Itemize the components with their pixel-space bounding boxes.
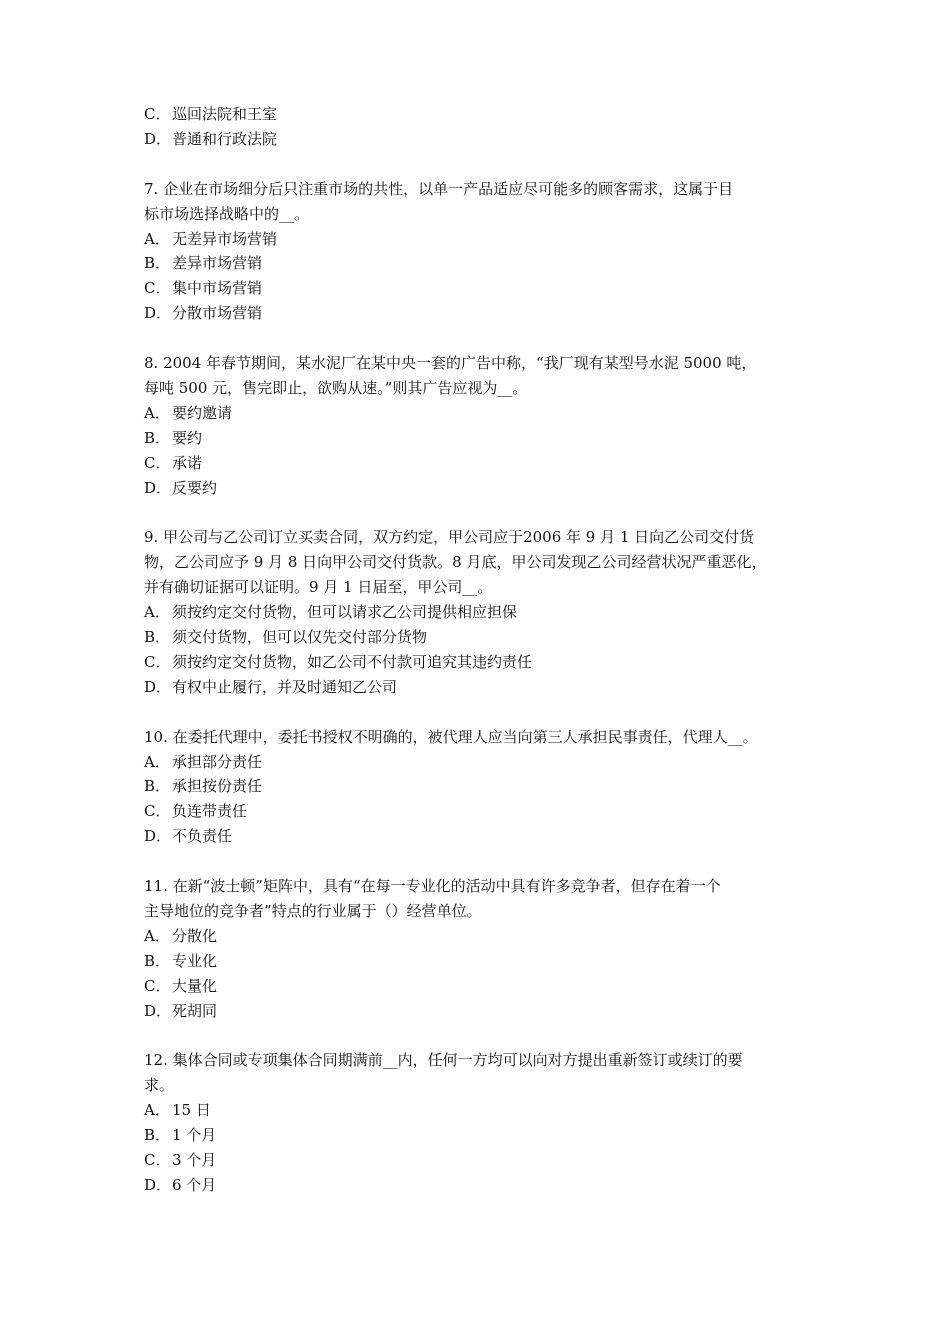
option-text: 要约: [172, 428, 203, 447]
option-c: [144, 799, 824, 824]
option-d: [144, 824, 824, 849]
option-text: 须交付货物，但可以仅先交付部分货物: [172, 627, 428, 646]
option-text: 承担按份责任: [172, 777, 263, 796]
option-text: 3 个月: [172, 1150, 217, 1169]
question-10: [144, 725, 824, 850]
option-text: 专业化: [172, 951, 218, 970]
option-a: [144, 227, 824, 252]
option-text: 分散化: [172, 926, 218, 945]
option-text: 6 个月: [172, 1175, 217, 1194]
option-letter: A．: [144, 1101, 170, 1120]
option-text: 要约邀请: [172, 403, 233, 422]
question-7: [144, 177, 824, 326]
option-letter: C．: [144, 1150, 171, 1169]
option-text: 须按约定交付货物，如乙公司不付款可追究其违约责任: [172, 652, 533, 671]
spacer: [144, 700, 824, 725]
option-letter: D．: [144, 1175, 172, 1194]
spacer: [144, 500, 824, 525]
question-text-line: 物，乙公司应予 9 月 8 日向甲公司交付货款。8 月底，甲公司发现乙公司经营状况严重恶化，: [144, 553, 767, 572]
question-11: [144, 874, 824, 1023]
option-text: 须按约定交付货物，但可以请求乙公司提供相应担保: [172, 603, 518, 622]
option-letter: C．: [144, 453, 171, 472]
option-letter: D．: [144, 677, 172, 696]
spacer: [144, 849, 824, 874]
question-text-line: 7. 企业在市场细分后只注重市场的共性，以单一产品适应尽可能多的顾客需求，这属于目: [144, 179, 734, 198]
option-a: [144, 600, 824, 625]
question-text-line: 8. 2004 年春节期间，某水泥厂在某中央一套的广告中称，“我厂现有某型号水泥 5000 吨，: [144, 354, 757, 373]
option-letter: B．: [144, 951, 171, 970]
option-letter: A．: [144, 926, 170, 945]
option-letter: B．: [144, 428, 171, 447]
option-letter: A．: [144, 229, 170, 248]
option-letter: B．: [144, 777, 171, 796]
option-text: 死胡同: [172, 1001, 218, 1020]
option-c: [144, 650, 824, 675]
option-c: [144, 1148, 824, 1173]
option-letter: C．: [144, 652, 171, 671]
question-8: [144, 351, 824, 500]
option-text: 承诺: [172, 453, 203, 472]
option-d: [144, 1173, 824, 1198]
option-text: 不负责任: [172, 827, 233, 846]
option-letter: C．: [144, 279, 171, 298]
question-text-line: 标市场选择战略中的__。: [144, 204, 310, 223]
question-text-line: 11. 在新“波士顿”矩阵中，具有“在每一专业化的活动中具有许多竞争者，但存在着一个: [144, 877, 721, 896]
option-letter: C．: [144, 802, 171, 821]
question-text-line: 主导地位的竞争者”特点的行业属于（）经营单位。: [144, 901, 482, 920]
option-d: [144, 999, 824, 1024]
spacer: [144, 326, 824, 351]
option-c: [144, 974, 824, 999]
option-letter: C．: [144, 105, 171, 123]
option-a: [144, 1098, 824, 1123]
option-text: 大量化: [172, 976, 218, 995]
option-letter: D．: [144, 1001, 172, 1020]
option-letter: D．: [144, 478, 172, 497]
option-d: [144, 675, 824, 700]
option-b: [144, 625, 824, 650]
option-letter: B．: [144, 627, 171, 646]
option-text: 负连带责任: [172, 802, 248, 821]
option-d: [144, 476, 824, 501]
option-text: 有权中止履行，并及时通知乙公司: [172, 677, 398, 696]
question-text-line: 9. 甲公司与乙公司订立买卖合同，双方约定，甲公司应于2006 年 9 月 1 日向乙公司交付货: [144, 528, 755, 547]
option-c: [144, 102, 824, 127]
option-c: [144, 276, 824, 301]
question-9: [144, 525, 824, 699]
document-page: [144, 102, 824, 1198]
option-letter: A．: [144, 603, 170, 622]
option-text: 反要约: [172, 478, 218, 497]
option-letter: D．: [144, 129, 172, 148]
option-b: [144, 949, 824, 974]
option-c: [144, 451, 824, 476]
option-letter: A．: [144, 403, 170, 422]
option-text: 分散市场营销: [172, 304, 263, 323]
option-text: 差异市场营销: [172, 254, 263, 273]
question-12: [144, 1048, 824, 1197]
option-letter: B．: [144, 1126, 171, 1145]
option-text: 1 个月: [172, 1126, 217, 1145]
option-letter: D．: [144, 304, 172, 323]
option-letter: A．: [144, 752, 170, 771]
option-letter: C．: [144, 976, 171, 995]
question-text-line: 10. 在委托代理中，委托书授权不明确的，被代理人应当向第三人承担民事责任，代理人__。: [144, 727, 758, 746]
option-text: 无差异市场营销: [172, 229, 278, 248]
option-a: [144, 750, 824, 775]
option-d: [144, 301, 824, 326]
option-text: 承担部分责任: [172, 752, 263, 771]
question-text-line: 每吨 500 元，售完即止，欲购从速。”则其广告应视为__。: [144, 378, 528, 397]
option-d: [144, 127, 824, 152]
option-b: [144, 1123, 824, 1148]
option-b: [144, 251, 824, 276]
option-letter: D．: [144, 827, 172, 846]
option-text: 巡回法院和王室: [172, 105, 278, 123]
option-letter: B．: [144, 254, 171, 273]
option-b: [144, 426, 824, 451]
option-a: [144, 924, 824, 949]
option-a: [144, 401, 824, 426]
option-b: [144, 774, 824, 799]
question-fragment: [144, 102, 824, 152]
spacer: [144, 152, 824, 177]
option-text: 普通和行政法院: [172, 129, 278, 148]
question-text-line: 求。: [144, 1076, 175, 1095]
option-text: 15 日: [172, 1101, 211, 1120]
question-text-line: 并有确切证据可以证明。9 月 1 日届至，甲公司__。: [144, 578, 493, 597]
spacer: [144, 1023, 824, 1048]
question-text-line: 12. 集体合同或专项集体合同期满前__内，任何一方均可以向对方提出重新签订或续订的要: [144, 1051, 743, 1070]
option-text: 集中市场营销: [172, 279, 263, 298]
